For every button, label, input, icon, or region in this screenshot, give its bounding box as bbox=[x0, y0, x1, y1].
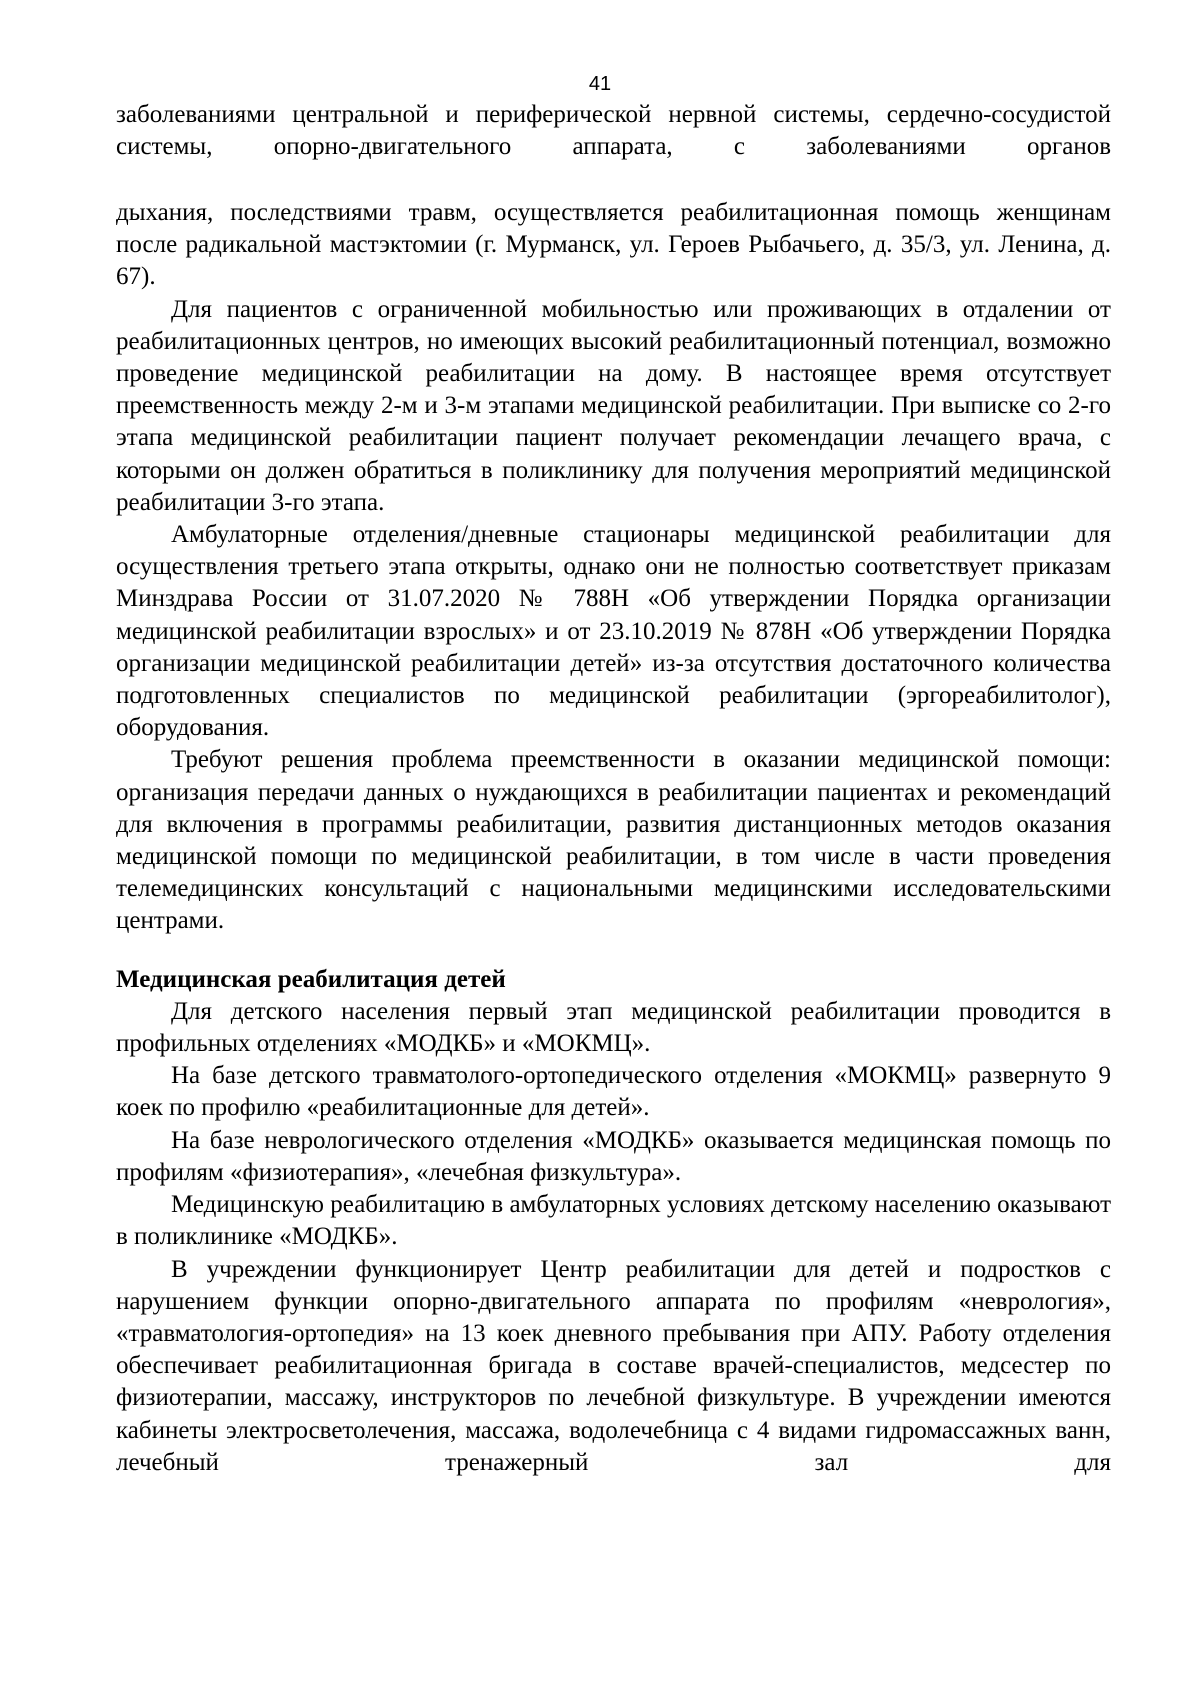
page-number: 41 bbox=[588, 73, 612, 95]
main-text-block bbox=[116, 197, 1111, 1479]
paragraph-continuity: Требуют решения проблема преемственности в оказании медицинской помощи: организация передачи данных о нуждающихся в реабилитации пациентах и рекомендаций для включения в программы реабилитации, развития дистанционных методов оказания медицинской помощи по медицинской реабилитации, в том числе в части проведения телемедицинских консультаций с национальными медицинскими исследовательскими центрами. bbox=[116, 746, 1111, 935]
paragraph-outpatient: Медицинскую реабилитацию в амбулаторных условиях детскому населению оказывают в поликлинике «МОДКБ». bbox=[116, 1191, 1111, 1251]
paragraph-fragment-top: заболеваниями центральной и периферической нервной системы, сердечно-сосудистой системы, опорно-двигательного аппарата, с заболеваниями органов bbox=[116, 101, 1111, 161]
section-heading: Медицинская реабилитация детей bbox=[116, 965, 506, 993]
paragraph-children-first-stage: Для детского населения первый этап медицинской реабилитации проводится в профильных отделениях «МОДКБ» и «МОКМЦ». bbox=[116, 997, 1111, 1058]
paragraph-mobility: Для пациентов с ограниченной мобильностью или проживающих в отдалении от реабилитационных центров, но имеющих высокий реабилитационный потенциал, возможно проведение медицинской реабилитации на дому. В настоящее время отсутствует преемственность между 2-м и 3-м этапами медицинской реабилитации. При выписке со 2-го этапа медицинской реабилитации пациент получает рекомендации лечащего врача, с которыми он должен обратиться в поликлинику для получения мероприятий медицинской реабилитации 3-го этапа. bbox=[116, 295, 1111, 516]
paragraph-trauma-department: На базе детского травматолого-ортопедического отделения «МОКМЦ» развернуто 9 коек по профилю «реабилитационные для детей». bbox=[116, 1062, 1111, 1122]
top-text-block bbox=[116, 99, 1111, 163]
paragraph-continuation: дыхания, последствиями травм, осуществляется реабилитационная помощь женщинам после радикальной мастэктомии (г. Мурманск, ул. Героев Рыбачьего, д. 35/3, ул. Ленина, д. 67). bbox=[116, 199, 1111, 291]
paragraph-ambulatory: Амбулаторные отделения/дневные стационары медицинской реабилитации для осуществления третьего этапа открыты, однако они не полностью соответствует приказам Минздрава России от 31.07.2020 № 788Н «Об утверждении Порядка организации медицинской реабилитации взрослых» и от 23.10.2019 № 878Н «Об утверждении Порядка организации медицинской реабилитации детей» из-за отсутствия достаточного количества подготовленных специалистов по медицинской реабилитации (эргореабилитолог), оборудования. bbox=[116, 521, 1111, 742]
paragraph-rehab-center: В учреждении функционирует Центр реабилитации для детей и подростков с нарушением функции опорно-двигательного аппарата по профилям «неврология», «травматология-ортопедия» на 13 коек дневного пребывания при АПУ. Работу отделения обеспечивает реабилитационная бригада в составе врачей-специалистов, медсестер по физиотерапии, массажу, инструкторов по лечебной физкультуре. В учреждении имеются кабинеты электросветолечения, массажа, водолечебница с 4 видами гидромассажных ванн, лечебный тренажерный зал для bbox=[116, 1255, 1111, 1476]
paragraph-neurology-department: На базе неврологического отделения «МОДКБ» оказывается медицинская помощь по профилям «физиотерапия», «лечебная физкультура». bbox=[116, 1126, 1111, 1186]
